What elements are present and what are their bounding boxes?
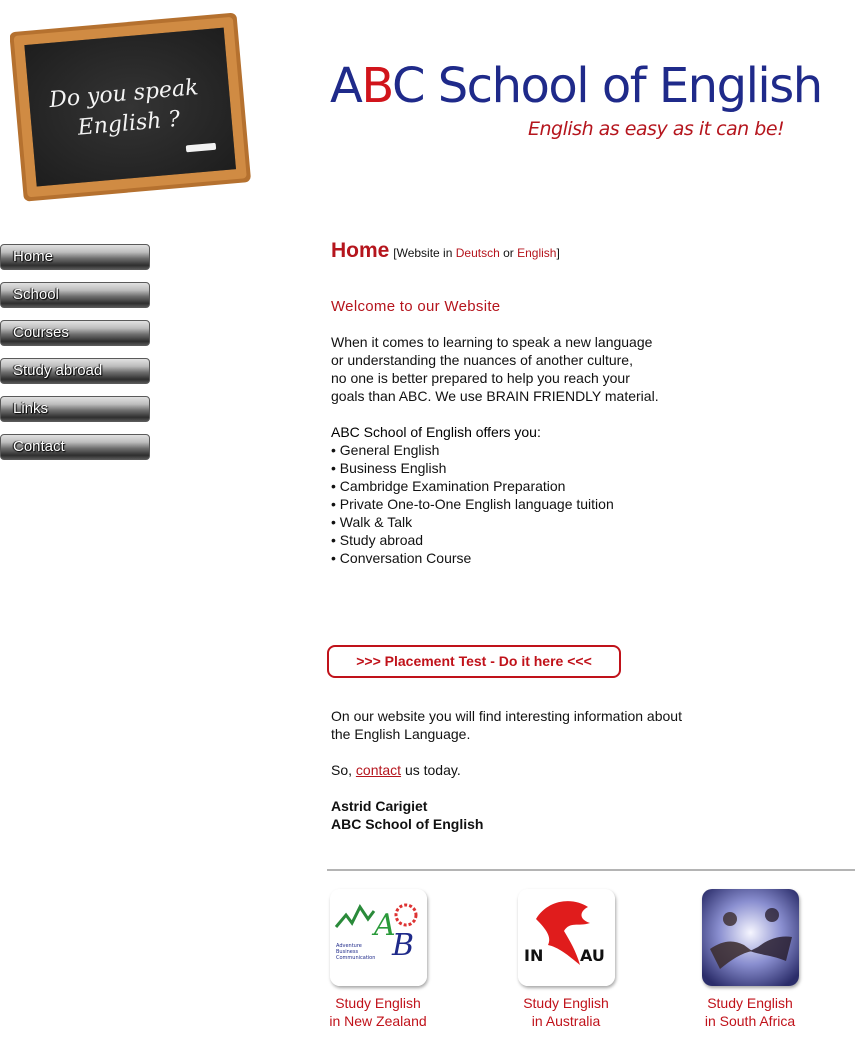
- nav-contact-button[interactable]: [0, 434, 150, 460]
- chalkboard-logo: [10, 8, 252, 202]
- svg-text:B: B: [391, 928, 414, 963]
- nav-label: Links: [13, 400, 49, 417]
- lang-prefix: [Website in: [393, 246, 453, 260]
- page-header: [331, 239, 831, 272]
- so-text: So,: [331, 762, 353, 778]
- signature-org: ABC School of English: [331, 816, 484, 832]
- offer-item: • Study abroad: [331, 532, 424, 548]
- page-title: Home: [331, 239, 390, 262]
- tile-caption: [680, 994, 820, 1030]
- nav-label: Home: [13, 248, 54, 265]
- handshake-photo: [702, 889, 799, 986]
- contact-link[interactable]: contact: [355, 762, 402, 778]
- brand-wordmark: [330, 58, 822, 158]
- outro-line: the English Language.: [331, 726, 471, 742]
- intro-line: no one is better prepared to help you reach your: [331, 370, 630, 386]
- brand-letter-b: B: [361, 58, 392, 114]
- outro-line: On our website you will find interesting information about: [331, 708, 682, 724]
- tile-south-africa[interactable]: [680, 889, 820, 1030]
- tile-australia[interactable]: [496, 889, 636, 1030]
- nav-label: Courses: [13, 324, 69, 341]
- signature-name: Astrid Carigiet: [331, 798, 428, 814]
- caption-line: in Australia: [531, 1013, 601, 1029]
- tile-new-zealand[interactable]: [308, 889, 448, 1030]
- offer-item: • Walk & Talk: [331, 514, 413, 530]
- divider: [327, 869, 855, 871]
- sidebar-nav: [0, 244, 152, 472]
- nav-school-button[interactable]: [0, 282, 150, 308]
- caption-line: in New Zealand: [329, 1013, 427, 1029]
- tile-caption: [308, 994, 448, 1030]
- us-today-text: us today.: [404, 762, 461, 778]
- lang-english-link[interactable]: English: [517, 246, 557, 260]
- main-content: [331, 239, 831, 567]
- offer-item: • Cambridge Examination Preparation: [331, 478, 566, 494]
- offer-item: • Business English: [331, 460, 447, 476]
- lang-suffix: ]: [556, 246, 560, 260]
- contact-line: [331, 761, 811, 779]
- caption-line: Study English: [335, 995, 421, 1011]
- brand-letter-a: A: [330, 58, 362, 114]
- nav-links-button[interactable]: [0, 396, 150, 422]
- nav-courses-button[interactable]: [0, 320, 150, 346]
- intro-line: When it comes to learning to speak a new language: [331, 334, 653, 350]
- nav-home-button[interactable]: [0, 244, 150, 270]
- caption-line: Study English: [707, 995, 793, 1011]
- intro-line: or understanding the nuances of another culture,: [331, 352, 633, 368]
- offer-item: • Private One-to-One English language tuition: [331, 496, 614, 512]
- offers-heading: ABC School of English offers you:: [331, 424, 541, 440]
- nav-study-abroad-button[interactable]: [0, 358, 150, 384]
- brand-rest: C School of English: [391, 58, 822, 114]
- new-zealand-logo: [330, 889, 427, 986]
- spacer: [331, 779, 811, 797]
- language-switch: [393, 246, 560, 260]
- spacer: [331, 316, 831, 333]
- placement-test-button[interactable]: >>> Placement Test - Do it here <<<: [327, 645, 621, 678]
- spacer: [331, 743, 811, 761]
- nav-label: Contact: [13, 438, 65, 455]
- board-line-1: Do you speak: [48, 75, 200, 114]
- svg-text:Communication: Communication: [335, 955, 375, 961]
- logo-in: IN: [523, 946, 543, 965]
- brand-tagline: English as easy as it can be!: [528, 118, 785, 140]
- nav-label: School: [13, 286, 59, 303]
- svg-text:Business: Business: [335, 949, 358, 955]
- caption-line: in South Africa: [704, 1013, 796, 1029]
- caption-line: Study English: [523, 995, 609, 1011]
- australia-logo: [518, 889, 615, 986]
- tile-caption: [496, 994, 636, 1030]
- logo-au: AU: [579, 946, 605, 965]
- offer-item: • Conversation Course: [331, 550, 472, 566]
- lang-deutsch-link[interactable]: Deutsch: [455, 246, 500, 260]
- board-line-2: English ?: [76, 106, 182, 141]
- svg-text:A: A: [373, 908, 396, 943]
- nav-label: Study abroad: [13, 362, 103, 379]
- outro-text: [331, 707, 811, 833]
- svg-text:Adventure: Adventure: [335, 943, 362, 949]
- welcome-heading: Welcome to our Website: [331, 298, 501, 315]
- brand-title: [330, 58, 822, 114]
- intro-line: goals than ABC. We use BRAIN FRIENDLY material.: [331, 388, 659, 404]
- offer-item: • General English: [331, 442, 440, 458]
- spacer: [331, 405, 831, 423]
- lang-or: or: [503, 246, 514, 260]
